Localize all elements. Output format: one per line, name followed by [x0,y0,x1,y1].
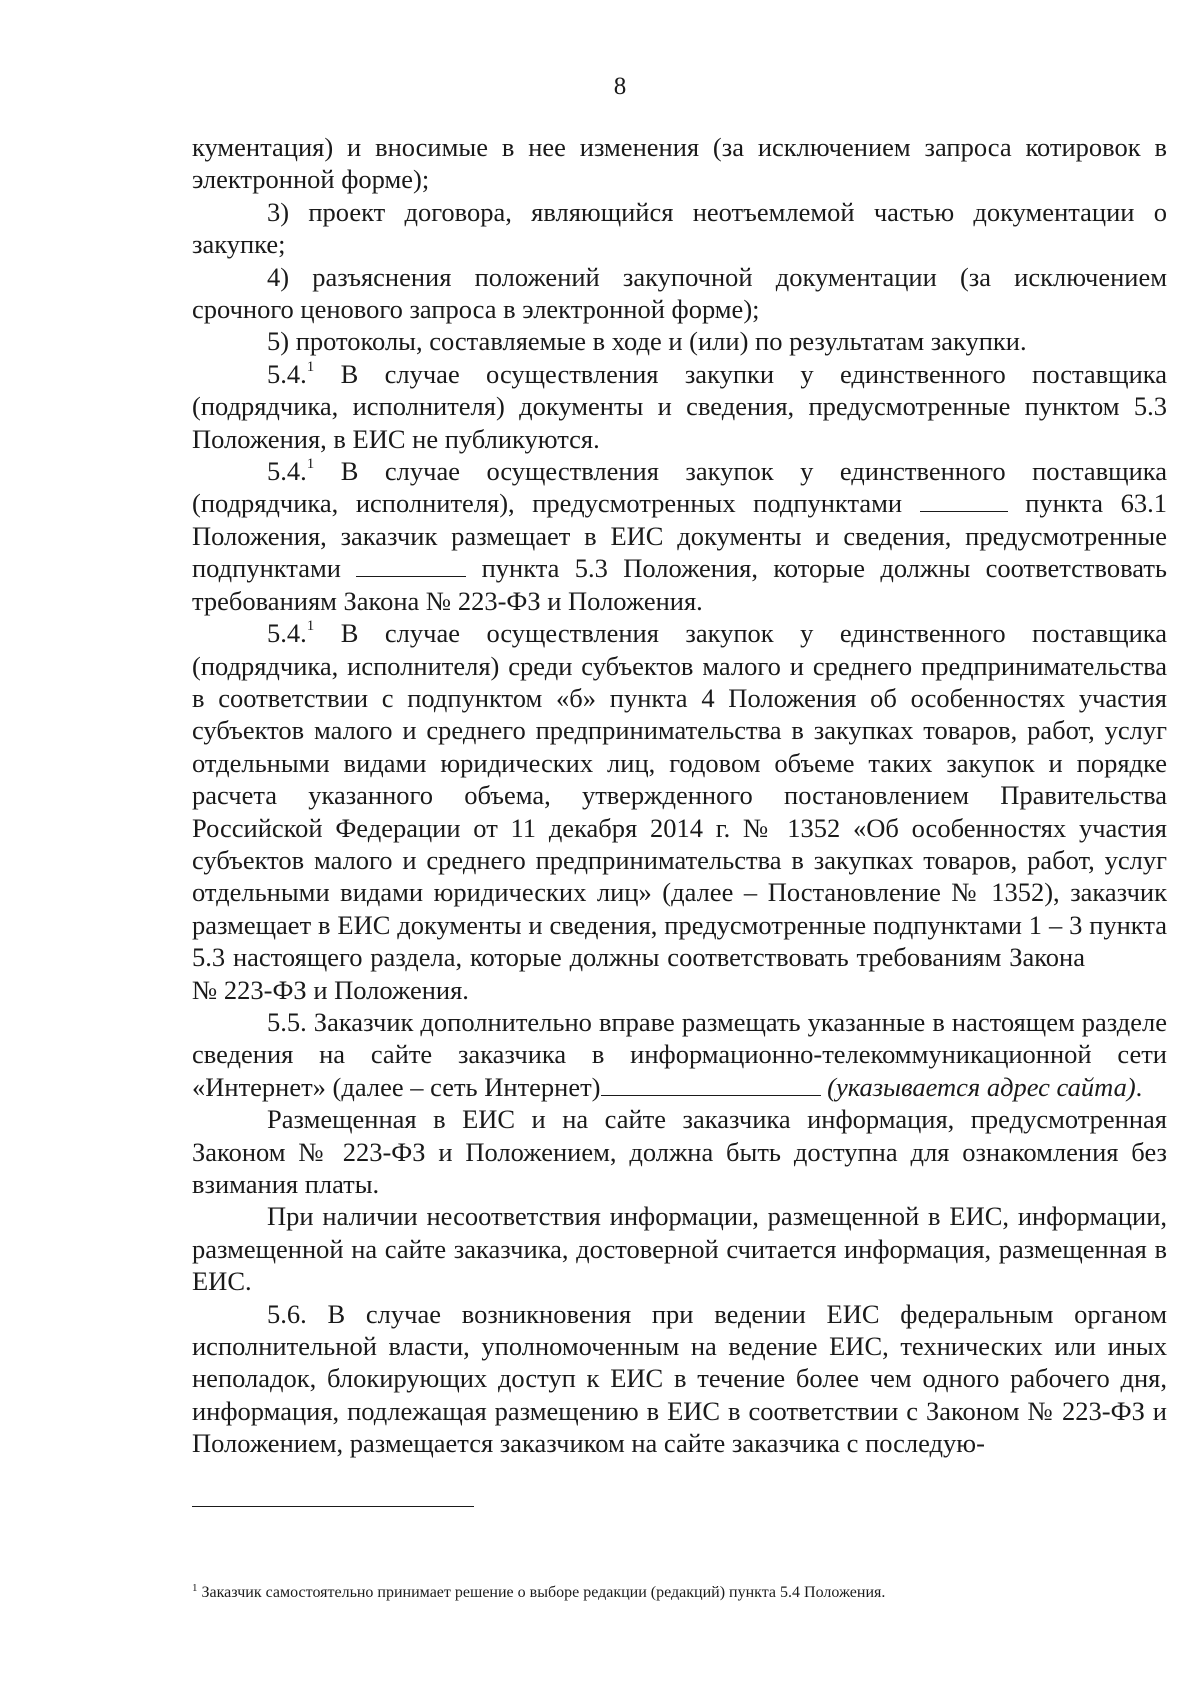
clause-text-part-a: 5.5. Заказчик дополнительно вправе размещать указанные в настоящем разделе сведения на сайте заказчика в информационно-телекоммуникационной сети «Интернет» (далее – сеть Интернет) [192,1006,1167,1102]
clause-text-part-a: В случае осуществления закупок у единственного поставщика (подрядчика, исполнителя) среди субъектов малого и среднего предпринимательства в соответствии с подпунктом «б» пункта 4 Положения об особенностях участия субъектов малого и среднего предпринимательства в закупках товаров, работ, услуг отдельными видами юридических лиц, годовом объеме таких закупок и порядке расчета указанного объема, утвержденного постановлением Правительства Российской Федерации от 11 декабря 2014 г. № 1352 «Об особенностях участия субъектов малого и среднего предпринимательства в закупках товаров, работ, услуг отдельными видами юридических лиц» (далее – Постановление № 1352), заказчик размещает в ЕИС документы и сведения, предусмотренные подпунктами 1 – 3 пункта 5.3 настоящего раздела, которые должны соответствовать требованиям Закона [192,618,1167,973]
clause-number: 5.4. [267,618,307,649]
clause-5-4-variant-c [192,617,1167,1006]
clause-text: В случае осуществления закупки у единственного поставщика (подрядчика, исполнителя) документы и сведения, предусмотренные пунктом 5.3 Положения, в ЕИС не публикуются. [192,358,1167,454]
footnote-divider [192,1506,474,1507]
footnote-ref: 1 [306,358,315,375]
clause-text-part-a: В случае осуществления закупок у единственного поставщика (подрядчика, исполнителя), предусмотренных подпунктами [192,456,1167,519]
clause-number: 5.4. [267,358,307,389]
list-item-4: 4) разъяснения положений закупочной документации (за исключением срочного ценового запроса в электронной форме); [192,261,1167,325]
clause-number: 5.4. [267,456,307,487]
paragraph-availability: Размещенная в ЕИС и на сайте заказчика информация, предусмотренная Законом № 223-ФЗ и Положением, должна быть доступна для ознакомления без взимания платы. [192,1104,1167,1199]
list-item-5: 5) протоколы, составляемые в ходе и (или) по результатам закупки. [267,326,1027,357]
footnote-mark: 1 [192,1582,198,1594]
clause-5-5 [192,1006,1167,1103]
clause-5-6: 5.6. В случае возникновения при ведении ЕИС федеральным органом исполнительной власти, уполномоченным на ведение ЕИС, технических или иных неполадок, блокирующих доступ к ЕИС в течение более чем одного рабочего дня, информация, подлежащая размещению в ЕИС в соответствии с Законом № 223-ФЗ и Положением, размещается заказчиком на сайте заказчика с последую- [192,1298,1167,1459]
fill-in-blank [356,554,466,577]
paragraph-continuation: кументация) и вносимые в нее изменения (за исключением запроса котировок в электронной форме); [192,132,1167,195]
clause-text-part-b: пункта 63.1 Положения, заказчик размещает в ЕИС документы и сведения, предусмотренные подпунктами [192,488,1167,584]
clause-text-part-b: . [1135,1071,1143,1102]
paragraph-discrepancy: При наличии несоответствия информации, размещенной в ЕИС, информации, размещенной на сайте заказчика, достоверной считается информация, размещенная в ЕИС. [192,1201,1167,1297]
clause-text-part-c: пункта 5.3 Положения, которые должны соответствовать требованиям Закона № 223-ФЗ и Положения. [192,553,1167,616]
list-item-3: 3) проект договора, являющийся неотъемлемой частью документации о закупке; [192,196,1167,260]
clause-text-part-b: № 223-ФЗ и Положения. [192,974,469,1005]
footnote [192,1582,1172,1604]
footnote-ref: 1 [306,618,315,635]
fill-in-blank [601,1073,821,1096]
italic-note: (указывается адрес сайта) [820,1071,1136,1102]
page-number: 8 [613,73,627,100]
fill-in-blank [920,489,1008,512]
footnote-text: Заказчик самостоятельно принимает решение о выборе редакции (редакций) пункта 5.4 Положения. [197,1584,886,1601]
footnote-ref: 1 [306,456,315,473]
clause-5-4-variant-a [192,358,1167,455]
document-body [192,131,1167,1460]
clause-5-4-variant-b [192,455,1167,617]
